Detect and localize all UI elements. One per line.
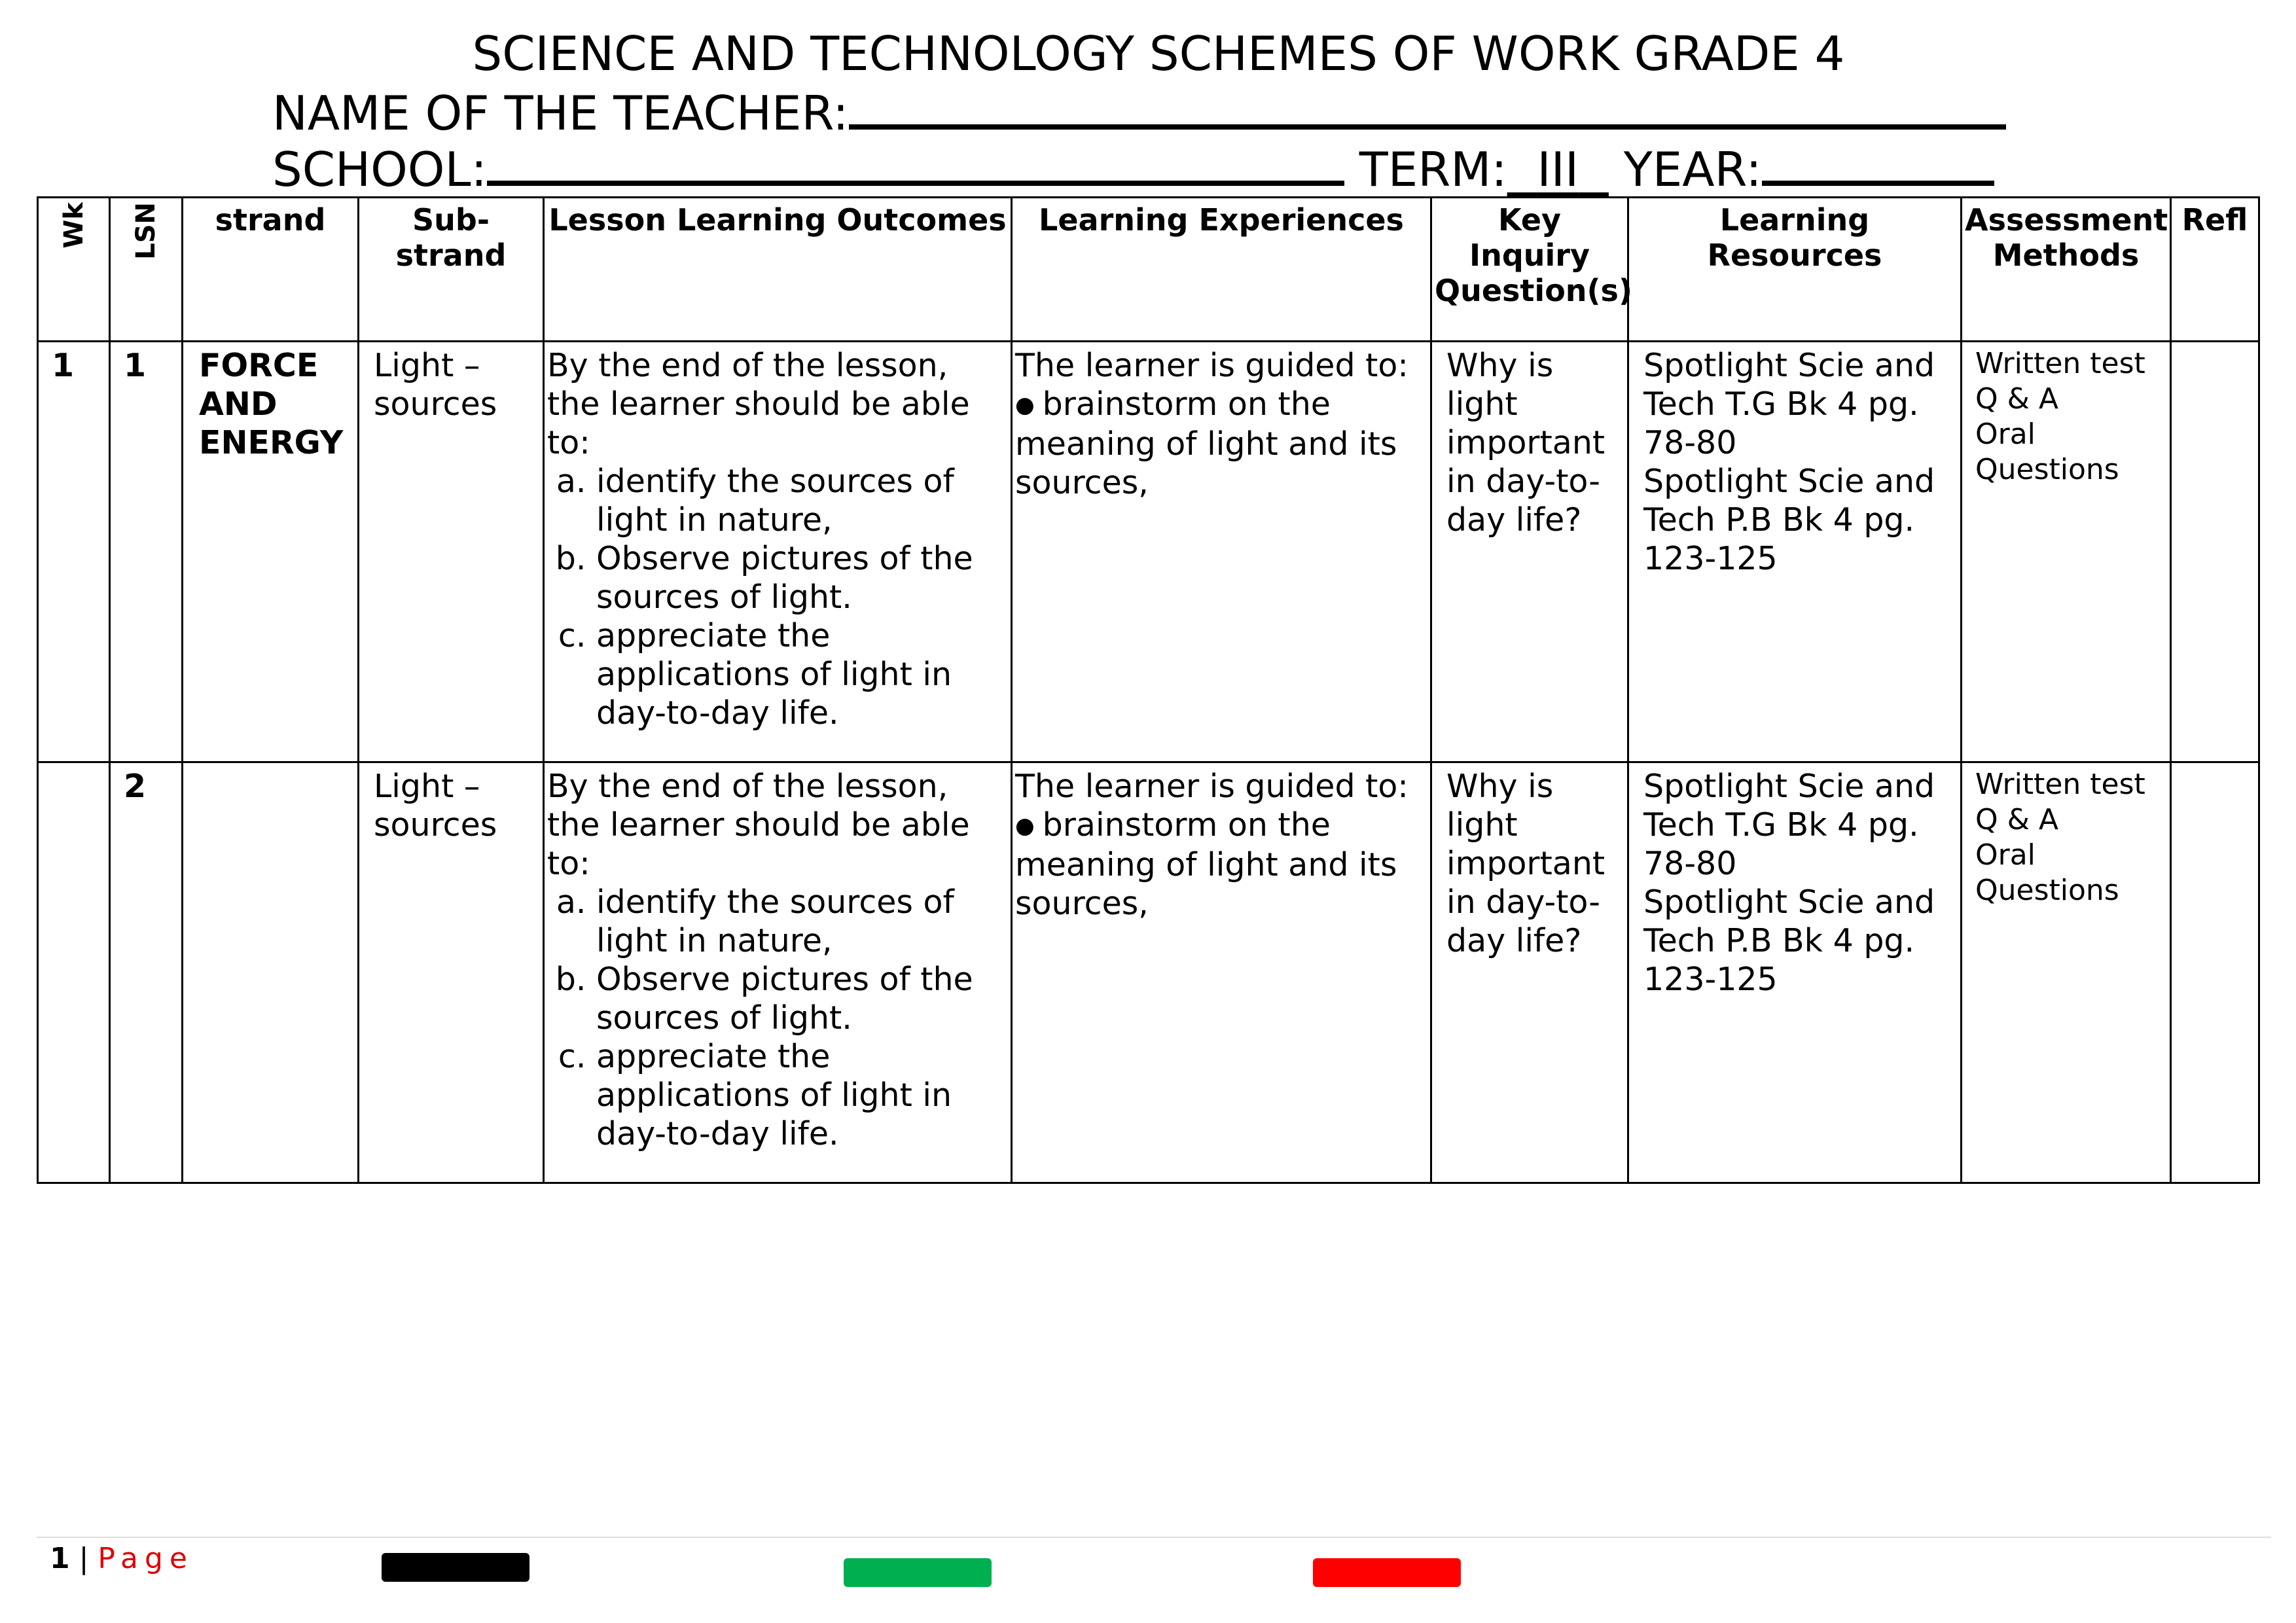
footer-bar-green	[844, 1558, 992, 1587]
teacher-name-blank[interactable]	[849, 84, 2006, 130]
cell-key-inquiry: Why is light important in day-to-day life?	[1431, 762, 1628, 1183]
teacher-label: NAME OF THE TEACHER:	[272, 86, 849, 141]
footer-bar-black	[382, 1553, 529, 1582]
cell-experiences	[1012, 342, 1431, 762]
cell-strand	[183, 762, 359, 1183]
school-line	[272, 140, 1994, 198]
assessment-item: Written test	[1975, 768, 2145, 801]
schemes-table	[37, 196, 2260, 1184]
footer-divider	[37, 1537, 2271, 1538]
cell-wk	[38, 762, 110, 1183]
assessment-item: Oral Questions	[1975, 418, 2119, 486]
outcomes-intro: By the end of the lesson, the learner should be able to:	[547, 768, 970, 882]
cell-lsn: 2	[110, 762, 183, 1183]
school-label: SCHOOL:	[272, 142, 487, 197]
school-name-blank[interactable]	[487, 140, 1344, 186]
cell-outcomes	[544, 762, 1012, 1183]
cell-refl[interactable]	[2171, 342, 2259, 762]
cell-assessment	[1962, 762, 2171, 1183]
cell-outcomes	[544, 342, 1012, 762]
outcome-item: b. Observe pictures of the sources of light.	[596, 960, 1008, 1037]
outcome-item: a. identify the sources of light in nature,	[596, 462, 1008, 539]
page-number-value: 1	[50, 1542, 70, 1575]
col-header-substrand: Sub-strand	[359, 198, 544, 342]
assessment-item: Q & A	[1975, 382, 2059, 416]
outcome-item: c. appreciate the applications of light in day-to-day life.	[596, 616, 1008, 732]
experience-item: ● brainstorm on the meaning of light and its sources,	[1015, 385, 1427, 502]
col-header-wk: Wk	[38, 198, 110, 342]
cell-resources	[1628, 762, 1962, 1183]
outcomes-list	[547, 883, 1008, 1153]
outcome-item: b. Observe pictures of the sources of light.	[596, 539, 1008, 616]
resource-item: Spotlight Scie and Tech T.G Bk 4 pg. 78-80	[1643, 768, 1935, 882]
outcomes-intro: By the end of the lesson, the learner should be able to:	[547, 347, 970, 461]
cell-experiences	[1012, 762, 1431, 1183]
resource-item: Spotlight Scie and Tech T.G Bk 4 pg. 78-80	[1643, 347, 1935, 461]
term-label: TERM:	[1359, 142, 1507, 197]
table-row	[38, 762, 2259, 1183]
col-header-experiences: Learning Experiences	[1012, 198, 1431, 342]
teacher-line	[272, 84, 2006, 142]
assessment-item: Written test	[1975, 347, 2145, 380]
assessment-item: Q & A	[1975, 803, 2059, 836]
cell-substrand: Light – sources	[359, 762, 544, 1183]
cell-lsn: 1	[110, 342, 183, 762]
table-header-row	[38, 198, 2259, 342]
year-blank[interactable]	[1762, 140, 1994, 186]
cell-refl[interactable]	[2171, 762, 2259, 1183]
experiences-intro: The learner is guided to:	[1015, 768, 1408, 805]
cell-resources	[1628, 342, 1962, 762]
col-header-strand: strand	[183, 198, 359, 342]
resource-item: Spotlight Scie and Tech P.B Bk 4 pg. 123-125	[1643, 883, 1935, 998]
footer-bar-red	[1313, 1558, 1461, 1587]
outcome-item: c. appreciate the applications of light in day-to-day life.	[596, 1037, 1008, 1153]
col-header-kiq: Key Inquiry Question(s)	[1431, 198, 1628, 342]
resource-item: Spotlight Scie and Tech P.B Bk 4 pg. 123-125	[1643, 463, 1935, 577]
col-header-resources: Learning Resources	[1628, 198, 1962, 342]
outcome-item: a. identify the sources of light in nature,	[596, 883, 1008, 960]
cell-strand: FORCE AND ENERGY	[183, 342, 359, 762]
page-separator: |	[69, 1542, 98, 1575]
col-header-lsn: LSN	[110, 198, 183, 342]
col-header-outcomes: Lesson Learning Outcomes	[544, 198, 1012, 342]
experiences-intro: The learner is guided to:	[1015, 347, 1408, 384]
experience-item: ● brainstorm on the meaning of light and its sources,	[1015, 806, 1427, 923]
year-label: YEAR:	[1623, 142, 1762, 197]
page-label: Page	[98, 1542, 194, 1575]
outcomes-list	[547, 462, 1008, 732]
cell-assessment	[1962, 342, 2171, 762]
col-header-refl: Refl	[2171, 198, 2259, 342]
page-number	[50, 1539, 194, 1578]
document-title: SCIENCE AND TECHNOLOGY SCHEMES OF WORK GRADE 4	[472, 26, 1845, 81]
assessment-item: Oral Questions	[1975, 838, 2119, 907]
term-value: III	[1537, 142, 1579, 197]
cell-key-inquiry: Why is light important in day-to-day life?	[1431, 342, 1628, 762]
cell-wk: 1	[38, 342, 110, 762]
cell-substrand: Light – sources	[359, 342, 544, 762]
col-header-assessment: Assessment Methods	[1962, 198, 2171, 342]
table-row	[38, 342, 2259, 762]
